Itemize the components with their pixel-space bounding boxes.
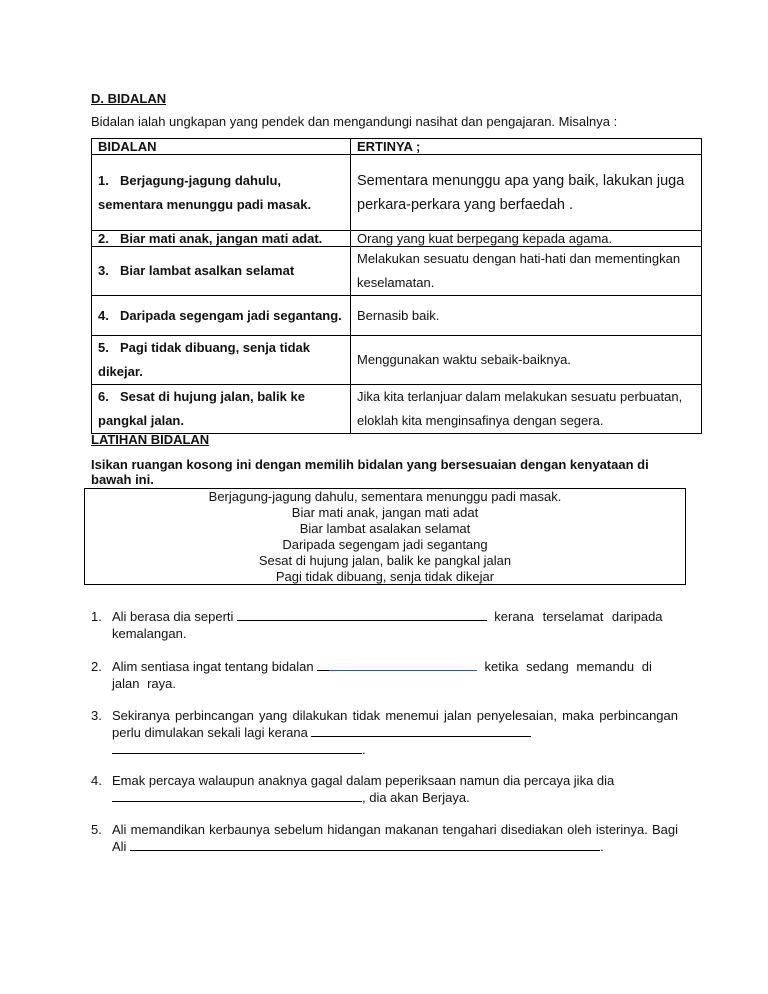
choice-item: Berjagung-jagung dahulu, sementara menunggu padi masak. bbox=[208, 489, 562, 504]
erti-cell: Bernasib baik. bbox=[351, 296, 702, 336]
bidalan-text: Biar mati anak, jangan mati adat. bbox=[120, 231, 323, 246]
bidalan-cell bbox=[92, 247, 351, 296]
question-3 bbox=[91, 707, 678, 758]
row-number: 6. bbox=[98, 389, 109, 404]
answer-blank[interactable] bbox=[112, 789, 362, 802]
table-row bbox=[92, 336, 702, 385]
choices-box bbox=[84, 488, 686, 585]
table-header-row bbox=[92, 139, 702, 155]
bidalan-cell bbox=[92, 296, 351, 336]
bidalan-cell bbox=[92, 385, 351, 434]
section-heading: D. BIDALAN bbox=[91, 91, 167, 106]
row-number: 4. bbox=[98, 307, 109, 323]
bidalan-cell bbox=[92, 231, 351, 247]
column-header: ERTINYA ; bbox=[351, 139, 702, 155]
row-number: 3. bbox=[98, 263, 109, 278]
table-row bbox=[92, 385, 702, 434]
answer-blank[interactable] bbox=[329, 658, 477, 671]
question-text: . bbox=[600, 839, 604, 854]
row-number: 2. bbox=[98, 231, 109, 246]
question-1 bbox=[91, 608, 678, 642]
answer-blank[interactable] bbox=[112, 741, 362, 754]
question-text: ketika sedang memandu di jalan raya. bbox=[112, 659, 652, 691]
intro-text: Bidalan ialah ungkapan yang pendek dan mengandungi nasihat dan pengajaran. Misalnya : bbox=[91, 114, 618, 129]
table-row bbox=[92, 296, 702, 336]
question-text: . bbox=[362, 742, 366, 757]
table-row bbox=[92, 247, 702, 296]
column-header: BIDALAN bbox=[92, 139, 351, 155]
answer-blank[interactable] bbox=[311, 724, 531, 737]
choice-item: Daripada segengam jadi segantang bbox=[282, 537, 488, 552]
bidalan-cell bbox=[92, 336, 351, 385]
question-text: Emak percaya walaupun anaknya gagal dalam peperiksaan namun dia percaya jika dia bbox=[112, 773, 615, 788]
choice-item: Biar mati anak, jangan mati adat bbox=[291, 505, 479, 520]
latihan-instruction: Isikan ruangan kosong ini dengan memilih bidalan yang bersesuaian dengan kenyataan di bawah ini. bbox=[91, 457, 649, 487]
bidalan-cell bbox=[92, 155, 351, 231]
erti-cell: Menggunakan waktu sebaik-baiknya. bbox=[351, 336, 702, 385]
row-number: 1. bbox=[98, 172, 109, 188]
bidalan-table bbox=[91, 138, 702, 434]
latihan-heading: LATIHAN BIDALAN bbox=[91, 432, 210, 447]
answer-blank[interactable] bbox=[317, 658, 329, 671]
question-number: 5. bbox=[91, 822, 102, 837]
question-text: Sekiranya perbincangan yang dilakukan tidak menemui jalan penyelesaian, maka perbincangan perlu dimulakan sekali lagi kerana bbox=[112, 708, 678, 740]
question-text: kerana terselamat daripada kemalangan. bbox=[112, 609, 663, 641]
bidalan-text: Sesat di hujung jalan, balik ke pangkal jalan. bbox=[98, 389, 305, 428]
question-number: 4. bbox=[91, 773, 102, 788]
bidalan-text: Pagi tidak dibuang, senja tidak dikejar. bbox=[98, 340, 310, 379]
bidalan-text: Berjagung-jagung dahulu, sementara menunggu padi masak. bbox=[98, 172, 312, 212]
question-4 bbox=[91, 772, 678, 806]
erti-cell: Orang yang kuat berpegang kepada agama. bbox=[351, 231, 702, 247]
erti-cell: Jika kita terlanjuar dalam melakukan sesuatu perbuatan, eloklah kita menginsafinya dengan segera. bbox=[351, 385, 702, 434]
question-text: , dia akan Berjaya. bbox=[362, 790, 470, 805]
question-number: 2. bbox=[91, 659, 102, 674]
choice-item: Pagi tidak dibuang, senja tidak dikejar bbox=[275, 569, 495, 584]
table-row bbox=[92, 231, 702, 247]
erti-cell: Melakukan sesuatu dengan hati-hati dan mementingkan keselamatan. bbox=[351, 247, 702, 296]
answer-blank[interactable] bbox=[237, 608, 487, 621]
question-number: 3. bbox=[91, 708, 102, 723]
question-text: Alim sentiasa ingat tentang bidalan bbox=[112, 659, 314, 674]
answer-blank[interactable] bbox=[130, 838, 600, 851]
erti-cell: Sementara menunggu apa yang baik, lakukan juga perkara-perkara yang berfaedah . bbox=[351, 155, 702, 231]
question-number: 1. bbox=[91, 609, 102, 624]
question-2 bbox=[91, 658, 678, 692]
choice-item: Sesat di hujung jalan, balik ke pangkal jalan bbox=[258, 553, 512, 568]
choice-item: Biar lambat asalakan selamat bbox=[299, 521, 471, 536]
table-row bbox=[92, 155, 702, 231]
question-5 bbox=[91, 821, 678, 855]
question-text: Ali memandikan kerbaunya sebelum hidangan makanan tengahari disediakan oleh isterinya. Bagi Ali bbox=[112, 822, 678, 854]
bidalan-text: Biar lambat asalkan selamat bbox=[120, 263, 295, 278]
bidalan-text: Daripada segengam jadi segantang. bbox=[120, 307, 342, 323]
question-text: Ali berasa dia seperti bbox=[112, 609, 234, 624]
row-number: 5. bbox=[98, 340, 109, 355]
